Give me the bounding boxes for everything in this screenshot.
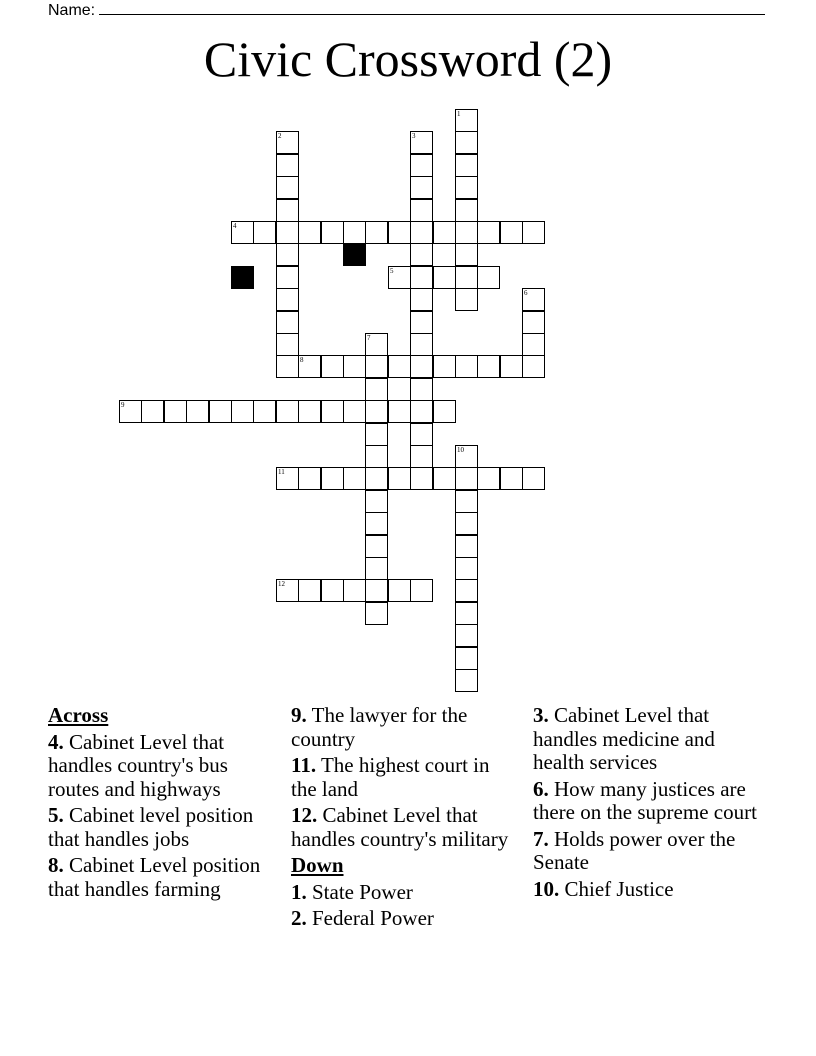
grid-cell[interactable] — [388, 355, 411, 378]
clue-number: 1. — [291, 879, 307, 904]
grid-cell[interactable] — [209, 400, 232, 423]
grid-cell[interactable] — [500, 467, 523, 490]
grid-cell[interactable] — [164, 400, 187, 423]
clue-number: 3. — [533, 703, 549, 727]
grid-cell[interactable] — [119, 400, 142, 423]
grid-cell[interactable] — [388, 221, 411, 244]
grid-cell[interactable] — [276, 221, 299, 244]
grid-cell[interactable] — [455, 557, 478, 580]
grid-cell[interactable] — [455, 355, 478, 378]
grid-cell[interactable] — [410, 154, 433, 177]
grid-cell[interactable] — [522, 467, 545, 490]
grid-cell[interactable] — [343, 467, 366, 490]
grid-cell[interactable] — [365, 333, 388, 356]
grid-cell[interactable] — [410, 221, 433, 244]
clue-number: 11. — [291, 753, 317, 777]
grid-cell[interactable] — [276, 579, 299, 602]
clue-number: 6. — [533, 776, 549, 801]
grid-cell[interactable] — [477, 221, 500, 244]
clue-number: 5. — [48, 803, 64, 827]
clue-item — [48, 731, 273, 802]
grid-cell[interactable] — [433, 400, 456, 423]
grid-cell[interactable] — [388, 579, 411, 602]
clue-number: 2. — [291, 906, 307, 930]
grid-cell[interactable] — [276, 333, 299, 356]
clue-number-label: 12 — [278, 580, 285, 588]
clue-item — [48, 854, 273, 901]
clue-column-1 — [48, 704, 273, 904]
grid-cell[interactable] — [298, 579, 321, 602]
grid-cell[interactable] — [343, 355, 366, 378]
clue-text: Federal Power — [306, 906, 434, 930]
grid-cell[interactable] — [410, 243, 433, 266]
clue-number: 12. — [291, 803, 318, 827]
clue-number: 10. — [533, 876, 560, 901]
grid-cell[interactable] — [365, 490, 388, 513]
grid-cell[interactable] — [477, 355, 500, 378]
clue-item — [533, 828, 758, 875]
grid-cell[interactable] — [276, 467, 299, 490]
grid-cell[interactable] — [455, 647, 478, 670]
clue-number-label: 6 — [524, 289, 528, 297]
grid-cell[interactable] — [276, 400, 299, 423]
grid-cell[interactable] — [522, 288, 545, 311]
clue-number-label: 5 — [390, 267, 394, 275]
clue-number-label: 9 — [121, 401, 125, 409]
grid-cell[interactable] — [388, 467, 411, 490]
grid-cell[interactable] — [410, 288, 433, 311]
grid-cell[interactable] — [410, 378, 433, 401]
grid-cell[interactable] — [276, 199, 299, 222]
grid-cell[interactable] — [455, 176, 478, 199]
grid-cell[interactable] — [321, 400, 344, 423]
clue-item — [291, 804, 516, 851]
grid-cell[interactable] — [365, 423, 388, 446]
across-heading: Across — [48, 703, 109, 727]
grid-cell[interactable] — [410, 579, 433, 602]
grid-cell[interactable] — [365, 445, 388, 468]
clue-text: Cabinet Level that handles country's bus routes and highways — [48, 729, 228, 801]
grid-cell[interactable] — [231, 400, 254, 423]
grid-cell[interactable] — [477, 266, 500, 289]
grid-cell[interactable] — [455, 154, 478, 177]
grid-cell[interactable] — [477, 467, 500, 490]
clue-text: Cabinet Level position that handles farming — [48, 853, 261, 901]
clue-item — [48, 804, 273, 851]
grid-cell[interactable] — [276, 131, 299, 154]
clue-number-label: 2 — [278, 132, 282, 140]
clue-number-label: 4 — [233, 222, 237, 230]
clue-number: 4. — [48, 729, 64, 754]
grid-cell[interactable] — [433, 467, 456, 490]
grid-cell[interactable] — [388, 400, 411, 423]
clue-number: 7. — [533, 826, 549, 851]
grid-cell[interactable] — [276, 288, 299, 311]
grid-cell[interactable] — [455, 579, 478, 602]
clue-text: Holds power over the Senate — [533, 826, 736, 874]
grid-cell[interactable] — [276, 243, 299, 266]
grid-cell[interactable] — [365, 535, 388, 558]
grid-cell[interactable] — [410, 311, 433, 334]
grid-cell[interactable] — [455, 221, 478, 244]
grid-cell[interactable] — [455, 467, 478, 490]
grid-cell[interactable] — [298, 221, 321, 244]
clue-number-label: 10 — [457, 446, 464, 454]
grid-cell[interactable] — [253, 400, 276, 423]
clue-text: Chief Justice — [559, 876, 674, 901]
grid-cell[interactable] — [365, 602, 388, 625]
clue-item — [533, 878, 758, 902]
grid-cell[interactable] — [365, 355, 388, 378]
grid-cell[interactable] — [455, 199, 478, 222]
grid-cell[interactable] — [388, 266, 411, 289]
clue-column-2 — [291, 704, 516, 934]
clue-text: Cabinet Level that handles medicine and health services — [533, 703, 715, 774]
grid-cell[interactable] — [276, 176, 299, 199]
clue-text: Cabinet level position that handles jobs — [48, 803, 254, 851]
grid-cell[interactable] — [522, 333, 545, 356]
down-heading: Down — [291, 853, 344, 877]
grid-cell[interactable] — [410, 400, 433, 423]
grid-cell[interactable] — [298, 467, 321, 490]
grid-cell[interactable] — [365, 579, 388, 602]
clue-text: The highest court in the land — [291, 753, 490, 801]
grid-cell[interactable] — [410, 266, 433, 289]
clue-number-label: 3 — [412, 132, 416, 140]
grid-cell[interactable] — [410, 423, 433, 446]
grid-cell[interactable] — [455, 490, 478, 513]
clue-item — [291, 704, 516, 751]
grid-cell[interactable] — [365, 557, 388, 580]
grid-cell[interactable] — [410, 333, 433, 356]
grid-cell[interactable] — [276, 355, 299, 378]
grid-cell[interactable] — [410, 467, 433, 490]
grid-cell[interactable] — [410, 176, 433, 199]
grid-cell[interactable] — [410, 131, 433, 154]
grid-cell[interactable] — [522, 355, 545, 378]
grid-cell[interactable] — [522, 221, 545, 244]
grid-cell[interactable] — [253, 221, 276, 244]
grid-cell[interactable] — [410, 355, 433, 378]
grid-cell[interactable] — [455, 131, 478, 154]
grid-cell[interactable] — [298, 355, 321, 378]
grid-cell[interactable] — [433, 221, 456, 244]
grid-cell[interactable] — [276, 266, 299, 289]
grid-cell[interactable] — [343, 579, 366, 602]
clue-number: 8. — [48, 853, 64, 877]
grid-cell[interactable] — [321, 579, 344, 602]
grid-cell[interactable] — [455, 669, 478, 692]
clue-number-label: 11 — [278, 468, 285, 476]
clue-text: How many justices are there on the supreme court — [533, 776, 757, 824]
grid-cell[interactable] — [343, 221, 366, 244]
clue-item — [291, 881, 516, 905]
clue-text: State Power — [306, 879, 413, 904]
grid-cell[interactable] — [455, 445, 478, 468]
clue-number-label: 8 — [300, 356, 304, 364]
grid-cell[interactable] — [141, 400, 164, 423]
clue-column-3 — [533, 704, 758, 904]
grid-cell[interactable] — [186, 400, 209, 423]
name-label: Name: — [48, 2, 96, 19]
clue-number-label: 1 — [457, 110, 461, 118]
clue-text: The lawyer for the country — [291, 703, 468, 751]
grid-cell[interactable] — [343, 400, 366, 423]
clue-number: 9. — [291, 703, 307, 727]
grid-cell[interactable] — [321, 467, 344, 490]
grid-cell[interactable] — [522, 311, 545, 334]
grid-cell[interactable] — [455, 624, 478, 647]
grid-cell[interactable] — [365, 378, 388, 401]
grid-cell[interactable] — [276, 311, 299, 334]
grid-cell[interactable] — [276, 154, 299, 177]
clue-text: Cabinet Level that handles country's military — [291, 803, 509, 851]
grid-cell[interactable] — [433, 266, 456, 289]
grid-cell[interactable] — [455, 602, 478, 625]
grid-cell[interactable] — [455, 266, 478, 289]
clue-item — [533, 704, 758, 775]
grid-cell[interactable] — [365, 467, 388, 490]
grid-cell[interactable] — [365, 221, 388, 244]
grid-cell[interactable] — [500, 221, 523, 244]
clue-number-label: 7 — [367, 334, 371, 342]
page-title: Civic Crossword (2) — [203, 31, 613, 87]
grid-cell[interactable] — [231, 221, 254, 244]
grid-cell[interactable] — [298, 400, 321, 423]
grid-cell[interactable] — [433, 355, 456, 378]
grid-cell[interactable] — [365, 512, 388, 535]
grid-cell[interactable] — [455, 288, 478, 311]
clue-item — [291, 907, 516, 931]
grid-cell[interactable] — [455, 243, 478, 266]
grid-cell[interactable] — [455, 535, 478, 558]
grid-cell[interactable] — [455, 512, 478, 535]
black-cell — [343, 243, 366, 266]
grid-cell[interactable] — [410, 199, 433, 222]
grid-cell[interactable] — [455, 109, 478, 132]
clue-item — [533, 778, 758, 825]
grid-cell[interactable] — [321, 355, 344, 378]
clue-item — [291, 754, 516, 801]
grid-cell[interactable] — [500, 355, 523, 378]
black-cell — [231, 266, 254, 289]
grid-cell[interactable] — [321, 221, 344, 244]
grid-cell[interactable] — [410, 445, 433, 468]
grid-cell[interactable] — [365, 400, 388, 423]
